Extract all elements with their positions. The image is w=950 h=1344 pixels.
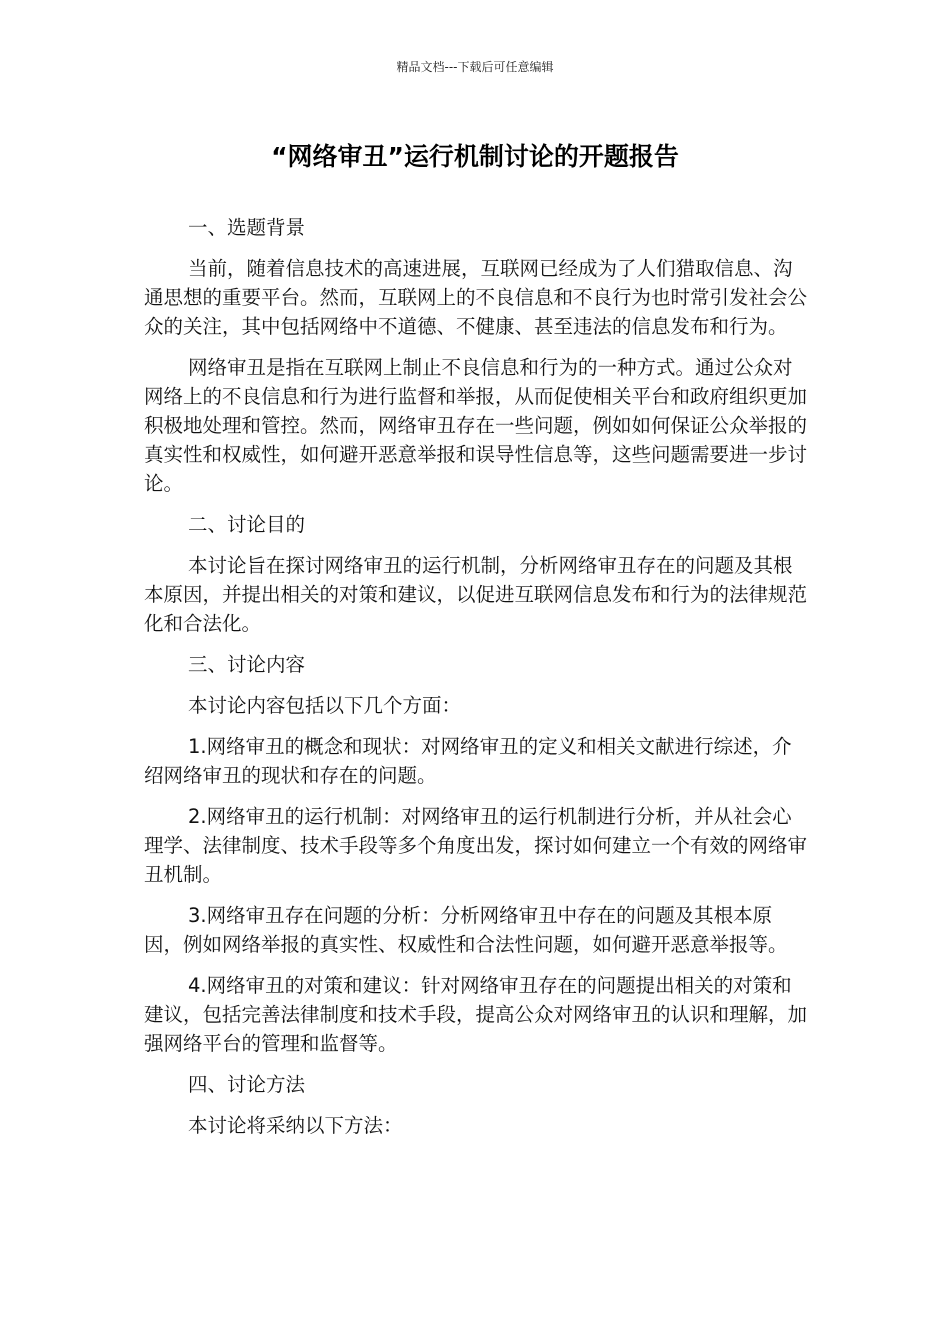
section-heading: 三、讨论内容 (188, 653, 306, 676)
document-body (144, 213, 808, 1152)
paragraph: 网络审丑是指在互联网上制止不良信息和行为的一种方式。通过公众对网络上的不良信息和行为进行监督和举报，从而促使相关平台和政府组织更加积极地处理和管控。然而，网络审丑存在一些问题，例如如何保证公众举报的真实性和权威性，如何避开恶意举报和误导性信息等，这些问题需要进一步讨论。 (144, 356, 808, 495)
paragraph: 当前，随着信息技术的高速进展，互联网已经成为了人们猎取信息、沟通思想的重要平台。然而，互联网上的不良信息和不良行为也时常引发社会公众的关注，其中包括网络中不道德、不健康、甚至违法的信息发布和行为。 (144, 257, 808, 338)
list-item: 1.网络审丑的概念和现状：对网络审丑的定义和相关文献进行综述，介绍网络审丑的现状和存在的问题。 (144, 735, 792, 787)
section-heading: 二、讨论目的 (188, 513, 306, 536)
paragraph: 本讨论内容包括以下几个方面： (188, 694, 462, 717)
document-title: “网络审丑”运行机制讨论的开题报告 (271, 142, 679, 171)
section-heading: 一、选题背景 (188, 216, 306, 239)
paragraph: 本讨论将采纳以下方法： (188, 1114, 403, 1137)
paragraph: 本讨论旨在探讨网络审丑的运行机制，分析网络审丑存在的问题及其根本原因，并提出相关的对策和建议，以促进互联网信息发布和行为的法律规范化和合法化。 (144, 554, 808, 635)
list-item: 3.网络审丑存在问题的分析：分析网络审丑中存在的问题及其根本原因，例如网络举报的真实性、权威性和合法性问题，如何避开恶意举报等。 (144, 904, 788, 956)
list-item: 4.网络审丑的对策和建议：针对网络审丑存在的问题提出相关的对策和建议，包括完善法律制度和技术手段，提高公众对网络审丑的认识和理解，加强网络平台的管理和监督等。 (144, 974, 808, 1055)
section-heading: 四、讨论方法 (188, 1073, 306, 1096)
header-note: 精品文档---下载后可任意编辑 (396, 60, 554, 74)
list-item: 2.网络审丑的运行机制：对网络审丑的运行机制进行分析，并从社会心理学、法律制度、技术手段等多个角度出发，探讨如何建立一个有效的网络审丑机制。 (144, 805, 808, 886)
